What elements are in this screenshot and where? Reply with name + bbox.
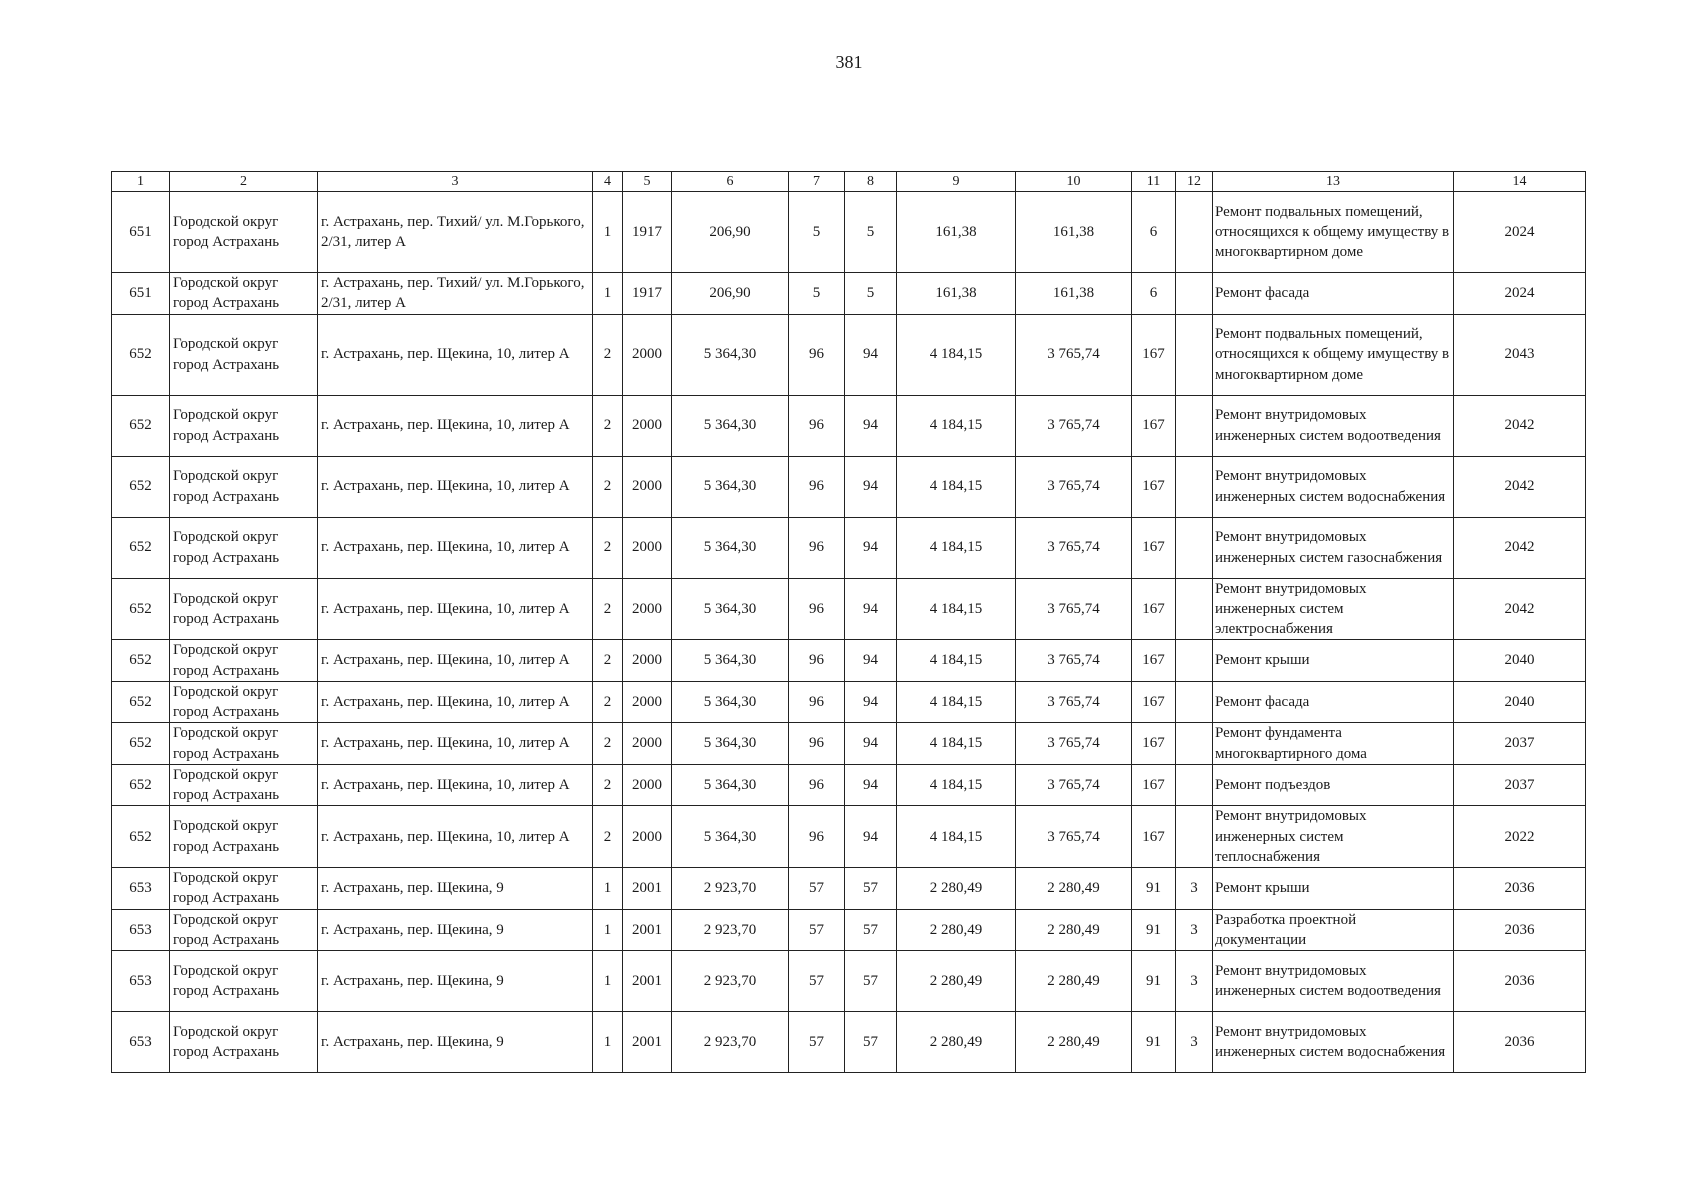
total-area: 206,90 <box>672 273 789 315</box>
owned-area: 2 280,49 <box>1016 909 1132 951</box>
residential-area: 4 184,15 <box>897 578 1016 640</box>
work-type: Ремонт внутридомовых инженерных систем водоотведения <box>1213 951 1454 1012</box>
repair-year: 2024 <box>1454 273 1586 315</box>
municipality: Городской округ город Астрахань <box>170 192 318 273</box>
municipality: Городской округ город Астрахань <box>170 314 318 395</box>
residential-area: 4 184,15 <box>897 395 1016 456</box>
column-12-value <box>1176 723 1213 765</box>
column-12-value <box>1176 806 1213 868</box>
total-area: 2 923,70 <box>672 868 789 910</box>
total-area: 5 364,30 <box>672 806 789 868</box>
address: г. Астрахань, пер. Щекина, 9 <box>318 909 593 951</box>
apartment-count: 96 <box>789 578 845 640</box>
row-number: 651 <box>112 192 170 273</box>
row-number: 653 <box>112 951 170 1012</box>
building-type: 2 <box>593 395 623 456</box>
apartment-count: 5 <box>789 192 845 273</box>
total-area: 5 364,30 <box>672 681 789 723</box>
table-body <box>112 192 1586 1073</box>
row-number: 652 <box>112 723 170 765</box>
municipality: Городской округ город Астрахань <box>170 517 318 578</box>
work-type: Ремонт внутридомовых инженерных систем водоснабжения <box>1213 1012 1454 1073</box>
municipality: Городской округ город Астрахань <box>170 909 318 951</box>
column-12-value <box>1176 640 1213 682</box>
owned-area: 3 765,74 <box>1016 806 1132 868</box>
work-type: Ремонт подвальных помещений, относящихся к общему имуществу в многоквартирном доме <box>1213 314 1454 395</box>
address: г. Астрахань, пер. Тихий/ ул. М.Горького, 2/31, литер А <box>318 192 593 273</box>
municipality: Городской округ город Астрахань <box>170 273 318 315</box>
total-area: 5 364,30 <box>672 456 789 517</box>
year-built: 2000 <box>623 723 672 765</box>
work-type: Ремонт подъездов <box>1213 764 1454 806</box>
repair-year: 2036 <box>1454 951 1586 1012</box>
residents-count: 6 <box>1132 273 1176 315</box>
column-header: 2 <box>170 172 318 192</box>
address: г. Астрахань, пер. Тихий/ ул. М.Горького, 2/31, литер А <box>318 273 593 315</box>
total-area: 5 364,30 <box>672 723 789 765</box>
work-type: Ремонт крыши <box>1213 868 1454 910</box>
residential-area: 4 184,15 <box>897 640 1016 682</box>
table-row <box>112 273 1586 315</box>
column-header: 8 <box>845 172 897 192</box>
apartment-count: 57 <box>789 868 845 910</box>
building-type: 1 <box>593 1012 623 1073</box>
column-header: 1 <box>112 172 170 192</box>
table-row <box>112 517 1586 578</box>
repair-year: 2036 <box>1454 868 1586 910</box>
year-built: 1917 <box>623 192 672 273</box>
row-number: 652 <box>112 314 170 395</box>
building-type: 2 <box>593 723 623 765</box>
apartment-count: 57 <box>789 1012 845 1073</box>
year-built: 2001 <box>623 909 672 951</box>
column-12-value: 3 <box>1176 868 1213 910</box>
table-row <box>112 395 1586 456</box>
address: г. Астрахань, пер. Щекина, 10, литер А <box>318 806 593 868</box>
table-row <box>112 723 1586 765</box>
residential-area: 4 184,15 <box>897 314 1016 395</box>
residents-count: 6 <box>1132 192 1176 273</box>
residential-area: 2 280,49 <box>897 1012 1016 1073</box>
residents-count: 167 <box>1132 806 1176 868</box>
apartment-count: 96 <box>789 764 845 806</box>
residential-count: 94 <box>845 723 897 765</box>
year-built: 2001 <box>623 951 672 1012</box>
apartment-count: 96 <box>789 517 845 578</box>
residential-area: 161,38 <box>897 273 1016 315</box>
residential-count: 94 <box>845 395 897 456</box>
residential-count: 57 <box>845 1012 897 1073</box>
work-type: Ремонт внутридомовых инженерных систем водоснабжения <box>1213 456 1454 517</box>
year-built: 2000 <box>623 395 672 456</box>
row-number: 652 <box>112 456 170 517</box>
column-12-value <box>1176 273 1213 315</box>
repair-year: 2037 <box>1454 764 1586 806</box>
address: г. Астрахань, пер. Щекина, 10, литер А <box>318 314 593 395</box>
owned-area: 3 765,74 <box>1016 314 1132 395</box>
residential-area: 4 184,15 <box>897 723 1016 765</box>
address: г. Астрахань, пер. Щекина, 9 <box>318 951 593 1012</box>
year-built: 2000 <box>623 681 672 723</box>
residential-count: 57 <box>845 868 897 910</box>
municipality: Городской округ город Астрахань <box>170 723 318 765</box>
year-built: 1917 <box>623 273 672 315</box>
row-number: 653 <box>112 909 170 951</box>
work-type: Ремонт внутридомовых инженерных систем теплоснабжения <box>1213 806 1454 868</box>
work-type: Ремонт внутридомовых инженерных систем водоотведения <box>1213 395 1454 456</box>
table-row <box>112 764 1586 806</box>
table-row <box>112 456 1586 517</box>
row-number: 653 <box>112 868 170 910</box>
year-built: 2000 <box>623 640 672 682</box>
municipality: Городской округ город Астрахань <box>170 681 318 723</box>
year-built: 2000 <box>623 764 672 806</box>
row-number: 653 <box>112 1012 170 1073</box>
owned-area: 3 765,74 <box>1016 723 1132 765</box>
year-built: 2000 <box>623 314 672 395</box>
table-row <box>112 578 1586 640</box>
total-area: 5 364,30 <box>672 517 789 578</box>
column-12-value <box>1176 192 1213 273</box>
row-number: 652 <box>112 640 170 682</box>
apartment-count: 57 <box>789 951 845 1012</box>
column-header: 4 <box>593 172 623 192</box>
column-header: 14 <box>1454 172 1586 192</box>
apartment-count: 96 <box>789 395 845 456</box>
address: г. Астрахань, пер. Щекина, 10, литер А <box>318 764 593 806</box>
work-type: Разработка проектной документации <box>1213 909 1454 951</box>
address: г. Астрахань, пер. Щекина, 10, литер А <box>318 723 593 765</box>
table-row <box>112 868 1586 910</box>
residential-area: 161,38 <box>897 192 1016 273</box>
repair-program-table <box>111 171 1586 1073</box>
residents-count: 167 <box>1132 314 1176 395</box>
table-row <box>112 681 1586 723</box>
column-12-value <box>1176 764 1213 806</box>
table-row <box>112 640 1586 682</box>
work-type: Ремонт крыши <box>1213 640 1454 682</box>
row-number: 652 <box>112 395 170 456</box>
residential-area: 2 280,49 <box>897 951 1016 1012</box>
residential-count: 94 <box>845 806 897 868</box>
column-header: 6 <box>672 172 789 192</box>
residents-count: 167 <box>1132 723 1176 765</box>
column-12-value: 3 <box>1176 1012 1213 1073</box>
year-built: 2000 <box>623 456 672 517</box>
column-header: 12 <box>1176 172 1213 192</box>
year-built: 2001 <box>623 1012 672 1073</box>
work-type: Ремонт фундамента многоквартирного дома <box>1213 723 1454 765</box>
residential-count: 5 <box>845 192 897 273</box>
repair-year: 2042 <box>1454 517 1586 578</box>
residential-area: 4 184,15 <box>897 764 1016 806</box>
repair-year: 2042 <box>1454 395 1586 456</box>
residents-count: 91 <box>1132 951 1176 1012</box>
residents-count: 91 <box>1132 868 1176 910</box>
column-12-value <box>1176 395 1213 456</box>
municipality: Городской округ город Астрахань <box>170 395 318 456</box>
residents-count: 167 <box>1132 456 1176 517</box>
building-type: 2 <box>593 578 623 640</box>
page-number: 381 <box>835 52 863 72</box>
owned-area: 3 765,74 <box>1016 578 1132 640</box>
repair-year: 2043 <box>1454 314 1586 395</box>
owned-area: 3 765,74 <box>1016 764 1132 806</box>
address: г. Астрахань, пер. Щекина, 10, литер А <box>318 578 593 640</box>
municipality: Городской округ город Астрахань <box>170 951 318 1012</box>
owned-area: 3 765,74 <box>1016 640 1132 682</box>
apartment-count: 57 <box>789 909 845 951</box>
work-type: Ремонт фасада <box>1213 273 1454 315</box>
table-row <box>112 909 1586 951</box>
apartment-count: 96 <box>789 681 845 723</box>
repair-year: 2040 <box>1454 681 1586 723</box>
total-area: 5 364,30 <box>672 395 789 456</box>
year-built: 2000 <box>623 578 672 640</box>
owned-area: 2 280,49 <box>1016 951 1132 1012</box>
column-12-value <box>1176 456 1213 517</box>
column-header: 3 <box>318 172 593 192</box>
table-row <box>112 1012 1586 1073</box>
total-area: 2 923,70 <box>672 1012 789 1073</box>
column-12-value <box>1176 578 1213 640</box>
row-number: 652 <box>112 806 170 868</box>
total-area: 5 364,30 <box>672 764 789 806</box>
residential-area: 4 184,15 <box>897 517 1016 578</box>
municipality: Городской округ город Астрахань <box>170 640 318 682</box>
building-type: 2 <box>593 314 623 395</box>
apartment-count: 96 <box>789 456 845 517</box>
table-row <box>112 314 1586 395</box>
total-area: 5 364,30 <box>672 578 789 640</box>
address: г. Астрахань, пер. Щекина, 10, литер А <box>318 517 593 578</box>
column-header: 10 <box>1016 172 1132 192</box>
owned-area: 3 765,74 <box>1016 395 1132 456</box>
building-type: 2 <box>593 640 623 682</box>
total-area: 206,90 <box>672 192 789 273</box>
column-header: 9 <box>897 172 1016 192</box>
repair-year: 2042 <box>1454 578 1586 640</box>
owned-area: 3 765,74 <box>1016 456 1132 517</box>
work-type: Ремонт подвальных помещений, относящихся к общему имуществу в многоквартирном доме <box>1213 192 1454 273</box>
year-built: 2000 <box>623 517 672 578</box>
municipality: Городской округ город Астрахань <box>170 806 318 868</box>
address: г. Астрахань, пер. Щекина, 9 <box>318 1012 593 1073</box>
repair-year: 2024 <box>1454 192 1586 273</box>
apartment-count: 96 <box>789 314 845 395</box>
owned-area: 3 765,74 <box>1016 681 1132 723</box>
address: г. Астрахань, пер. Щекина, 9 <box>318 868 593 910</box>
residential-count: 57 <box>845 951 897 1012</box>
residential-area: 2 280,49 <box>897 909 1016 951</box>
table-row <box>112 951 1586 1012</box>
table-row <box>112 806 1586 868</box>
column-header: 5 <box>623 172 672 192</box>
year-built: 2001 <box>623 868 672 910</box>
column-12-value: 3 <box>1176 909 1213 951</box>
column-number-row <box>112 172 1586 192</box>
residents-count: 167 <box>1132 517 1176 578</box>
residents-count: 167 <box>1132 640 1176 682</box>
residents-count: 167 <box>1132 395 1176 456</box>
year-built: 2000 <box>623 806 672 868</box>
municipality: Городской округ город Астрахань <box>170 1012 318 1073</box>
row-number: 652 <box>112 578 170 640</box>
residential-count: 94 <box>845 764 897 806</box>
building-type: 2 <box>593 681 623 723</box>
residential-area: 4 184,15 <box>897 681 1016 723</box>
row-number: 652 <box>112 764 170 806</box>
residential-count: 94 <box>845 517 897 578</box>
work-type: Ремонт внутридомовых инженерных систем электроснабжения <box>1213 578 1454 640</box>
column-header: 11 <box>1132 172 1176 192</box>
total-area: 2 923,70 <box>672 909 789 951</box>
residents-count: 167 <box>1132 764 1176 806</box>
apartment-count: 96 <box>789 806 845 868</box>
owned-area: 3 765,74 <box>1016 517 1132 578</box>
column-header: 7 <box>789 172 845 192</box>
address: г. Астрахань, пер. Щекина, 10, литер А <box>318 640 593 682</box>
building-type: 1 <box>593 192 623 273</box>
municipality: Городской округ город Астрахань <box>170 456 318 517</box>
total-area: 5 364,30 <box>672 640 789 682</box>
residential-count: 94 <box>845 314 897 395</box>
building-type: 1 <box>593 909 623 951</box>
building-type: 2 <box>593 806 623 868</box>
work-type: Ремонт фасада <box>1213 681 1454 723</box>
total-area: 5 364,30 <box>672 314 789 395</box>
residential-count: 94 <box>845 681 897 723</box>
owned-area: 161,38 <box>1016 192 1132 273</box>
repair-year: 2022 <box>1454 806 1586 868</box>
residential-count: 94 <box>845 640 897 682</box>
owned-area: 2 280,49 <box>1016 868 1132 910</box>
column-12-value <box>1176 314 1213 395</box>
residential-count: 94 <box>845 456 897 517</box>
address: г. Астрахань, пер. Щекина, 10, литер А <box>318 395 593 456</box>
building-type: 2 <box>593 517 623 578</box>
municipality: Городской округ город Астрахань <box>170 868 318 910</box>
repair-year: 2040 <box>1454 640 1586 682</box>
residential-count: 5 <box>845 273 897 315</box>
municipality: Городской округ город Астрахань <box>170 578 318 640</box>
building-type: 1 <box>593 273 623 315</box>
owned-area: 161,38 <box>1016 273 1132 315</box>
address: г. Астрахань, пер. Щекина, 10, литер А <box>318 681 593 723</box>
building-type: 2 <box>593 456 623 517</box>
work-type: Ремонт внутридомовых инженерных систем газоснабжения <box>1213 517 1454 578</box>
repair-year: 2036 <box>1454 909 1586 951</box>
residents-count: 167 <box>1132 578 1176 640</box>
owned-area: 2 280,49 <box>1016 1012 1132 1073</box>
residents-count: 91 <box>1132 909 1176 951</box>
building-type: 1 <box>593 951 623 1012</box>
repair-year: 2037 <box>1454 723 1586 765</box>
column-12-value <box>1176 681 1213 723</box>
residents-count: 91 <box>1132 1012 1176 1073</box>
residential-area: 4 184,15 <box>897 456 1016 517</box>
residential-area: 4 184,15 <box>897 806 1016 868</box>
residents-count: 167 <box>1132 681 1176 723</box>
residential-count: 94 <box>845 578 897 640</box>
building-type: 1 <box>593 868 623 910</box>
column-12-value <box>1176 517 1213 578</box>
municipality: Городской округ город Астрахань <box>170 764 318 806</box>
column-12-value: 3 <box>1176 951 1213 1012</box>
row-number: 652 <box>112 517 170 578</box>
apartment-count: 5 <box>789 273 845 315</box>
repair-year: 2036 <box>1454 1012 1586 1073</box>
building-type: 2 <box>593 764 623 806</box>
residential-count: 57 <box>845 909 897 951</box>
row-number: 651 <box>112 273 170 315</box>
apartment-count: 96 <box>789 723 845 765</box>
address: г. Астрахань, пер. Щекина, 10, литер А <box>318 456 593 517</box>
residential-area: 2 280,49 <box>897 868 1016 910</box>
table-row <box>112 192 1586 273</box>
apartment-count: 96 <box>789 640 845 682</box>
total-area: 2 923,70 <box>672 951 789 1012</box>
column-header: 13 <box>1213 172 1454 192</box>
row-number: 652 <box>112 681 170 723</box>
repair-year: 2042 <box>1454 456 1586 517</box>
